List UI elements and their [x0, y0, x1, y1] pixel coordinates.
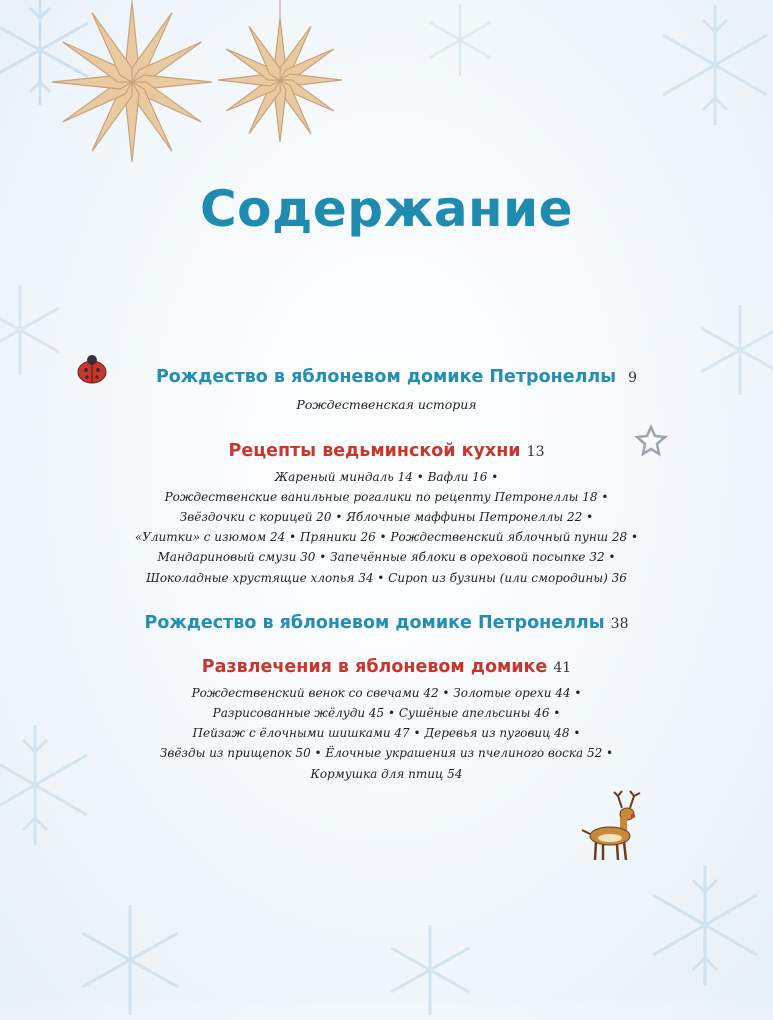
recipe-list — [0, 467, 773, 588]
section-heading — [20, 366, 773, 389]
page-number: 38 — [610, 615, 629, 632]
list-item: Жареный миндаль 14 • Вафли 16 • — [274, 469, 499, 484]
section-title: Рождество в яблоневом домике Петронеллы — [144, 612, 605, 633]
snowflake-icon — [70, 900, 190, 1020]
list-item: Мандариновый смузи 30 • Запечённые яблоки в ореховой посыпке 32 • — [157, 550, 616, 565]
list-item: Рождественские ванильные рогалики по рецепту Петронеллы 18 • — [164, 489, 609, 504]
snowflake-icon — [640, 860, 770, 990]
section-subtitle: Рождественская история — [296, 397, 477, 412]
list-item: Рождественский венок со свечами 42 • Золотые орехи 44 • — [191, 685, 582, 700]
snowflake-icon — [0, 280, 70, 380]
snowflake-icon — [380, 920, 480, 1020]
list-item: Кормушка для птиц 54 — [310, 766, 463, 781]
list-item: Звёзды из прищепок 50 • Ёлочные украшения из пчелиного воска 52 • — [159, 746, 614, 761]
section-heading — [0, 656, 773, 679]
list-item: «Улитки» с изюмом 24 • Пряники 26 • Рождественский яблочный пунш 28 • — [134, 530, 639, 545]
list-item: Разрисованные жёлуди 45 • Сушёные апельсины 46 • — [212, 705, 561, 720]
activity-list — [0, 683, 773, 784]
list-item: Шоколадные хрустящие хлопья 34 • Сироп из бузины (или смородины) 36 — [146, 570, 627, 585]
table-of-contents — [0, 366, 773, 784]
section-title: Рецепты ведьминской кухни — [228, 440, 521, 461]
list-item: Пейзаж с ёлочными шишками 47 • Деревья из пуговиц 48 • — [192, 726, 581, 741]
page-number: 9 — [628, 370, 638, 386]
page-title: Содержание — [199, 180, 574, 238]
clothespin-star-ornament — [0, 0, 360, 174]
page-number: 41 — [553, 659, 572, 676]
section-heading — [0, 612, 773, 635]
snowflake-icon — [420, 0, 500, 80]
reindeer-illustration — [580, 790, 650, 869]
section-title: Рождество в яблоневом домике Петронеллы — [155, 367, 617, 387]
section-heading — [0, 440, 773, 463]
list-item: Звёздочки с корицей 20 • Яблочные маффины Петронеллы 22 • — [179, 509, 594, 524]
snowflake-icon — [650, 0, 773, 130]
section-title: Развлечения в яблоневом домике — [201, 656, 548, 677]
page-number: 13 — [526, 443, 545, 460]
